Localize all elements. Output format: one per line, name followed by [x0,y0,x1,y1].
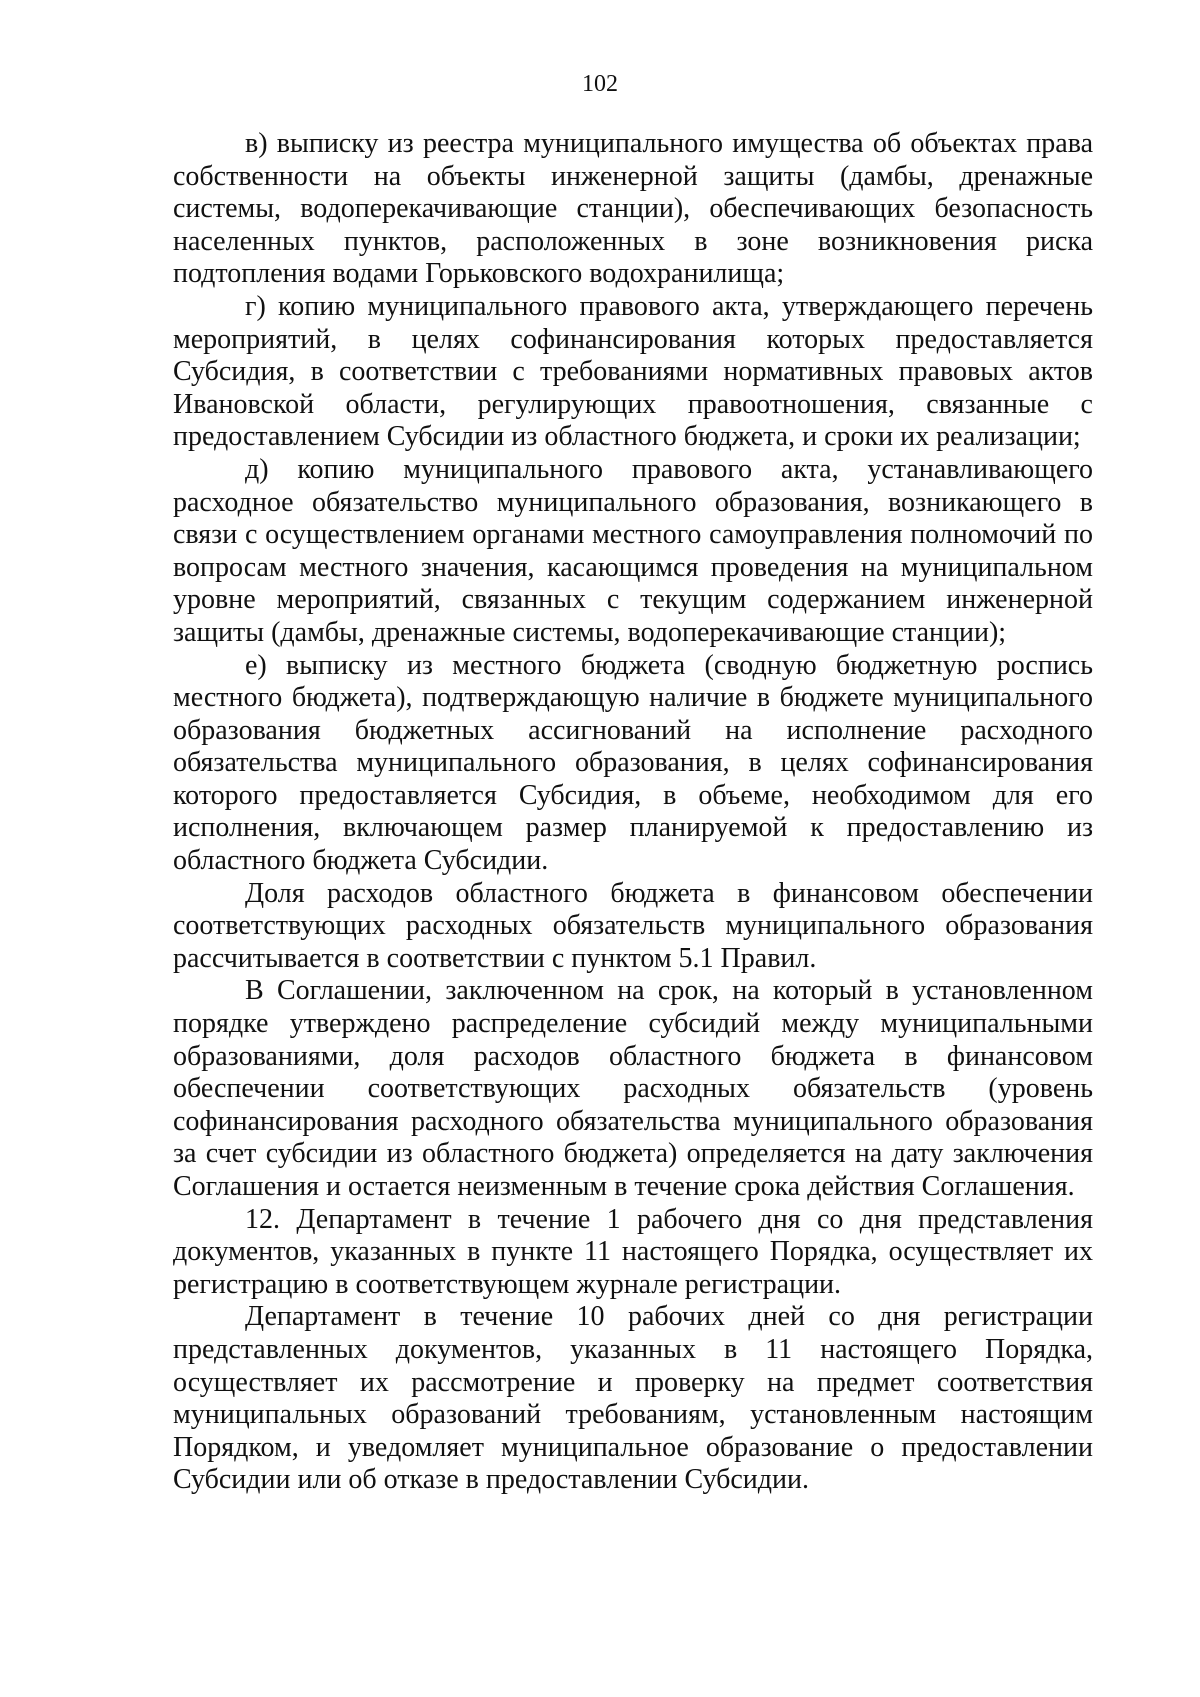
paragraph-budget-share: Доля расходов областного бюджета в финансовом обеспечении соответствующих расходных обязательств муниципального образования рассчитывается в соответствии с пунктом 5.1 Правил. [173,877,1093,974]
paragraph-agreement: В Соглашении, заключенном на срок, на который в установленном порядке утверждено распределение субсидий между муниципальными образованиями, доля расходов областного бюджета в финансовом обеспечении соответствующих расходных обязательств (уровень софинансирования расходного обязательства муниципального образования за счет субсидии из областного бюджета) определяется на дату заключения Соглашения и остается неизменным в течение срока действия Соглашения. [173,975,1093,1202]
paragraph-item-12: 12. Департамент в течение 1 рабочего дня со дня представления документов, указанных в пункте 11 настоящего Порядка, осуществляет их регистрацию в соответствующем журнале регистрации. [173,1203,1093,1300]
paragraph-d: д) копию муниципального правового акта, устанавливающего расходное обязательство муниципального образования, возникающего в связи с осуществлением органами местного самоуправления полномочий по вопросам местного значения, касающимся проведения на муниципальном уровне мероприятий, связанных с текущим содержанием инженерной защиты (дамбы, дренажные системы, водоперекачивающие станции); [173,453,1093,648]
paragraph-e: е) выписку из местного бюджета (сводную бюджетную роспись местного бюджета), подтверждающую наличие в бюджете муниципального образования бюджетных ассигнований на исполнение расходного обязательства муниципального образования, в целях софинансирования которого предоставляется Субсидия, в объеме, необходимом для его исполнения, включающем размер планируемой к предоставлению из областного бюджета Субсидии. [173,649,1093,877]
document-body [173,128,1093,1497]
paragraph-v: в) выписку из реестра муниципального имущества об объектах права собственности на объекты инженерной защиты (дамбы, дренажные системы, водоперекачивающие станции), обеспечивающих безопасность населенных пунктов, расположенных в зоне возникновения риска подтопления водами Горьковского водохранилища; [173,128,1093,290]
paragraph-g: г) копию муниципального правового акта, утверждающего перечень мероприятий, в целях софинансирования которых предоставляется Субсидия, в соответствии с требованиями нормативных правовых актов Ивановской области, регулирующих правоотношения, связанные с предоставлением Субсидии из областного бюджета, и сроки их реализации; [173,290,1093,453]
paragraph-review: Департамент в течение 10 рабочих дней со дня регистрации представленных документов, указанных в 11 настоящего Порядка, осуществляет их рассмотрение и проверку на предмет соответствия муниципальных образований требованиям, установленным настоящим Порядком, и уведомляет муниципальное образование о предоставлении Субсидии или об отказе в предоставлении Субсидии. [173,1301,1093,1496]
page-number: 102 [582,71,618,97]
